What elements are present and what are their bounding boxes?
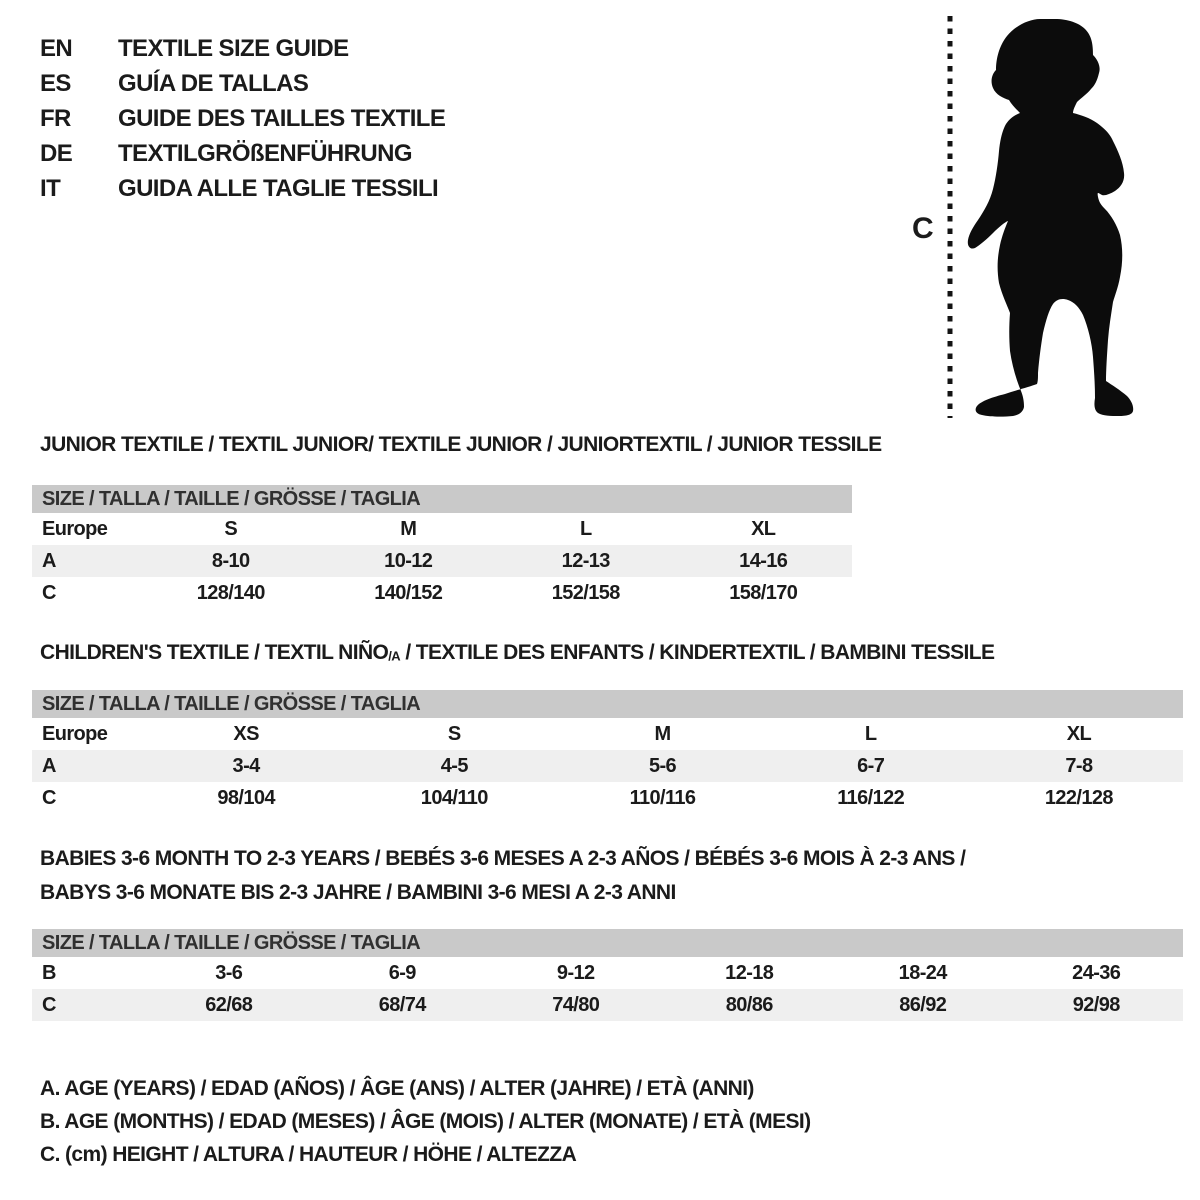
- guide-title: GUIDE DES TAILLES TEXTILE: [118, 105, 446, 132]
- table-cell: 14-16: [739, 550, 788, 572]
- table-cell: 6-7: [857, 755, 885, 777]
- table-cell: XS: [233, 723, 259, 745]
- lang-code: FR: [40, 105, 71, 132]
- lang-code: ES: [40, 70, 71, 97]
- table-cell: S: [224, 518, 238, 540]
- table-cell: 5-6: [648, 755, 677, 777]
- table-cell: 3-6: [215, 962, 243, 984]
- table-row: [32, 545, 852, 577]
- table-cell: 68/74: [378, 994, 426, 1016]
- table-cell: 86/92: [899, 994, 947, 1016]
- table-cell: 10-12: [384, 550, 433, 572]
- table-cell: 4-5: [440, 755, 468, 777]
- junior-section-heading: JUNIOR TEXTILE / TEXTIL JUNIOR/ TEXTILE JUNIOR / JUNIORTEXTIL / JUNIOR TESSILE: [40, 433, 882, 456]
- height-measure-dashed-line-icon: [946, 16, 954, 418]
- table-cell: 62/68: [205, 994, 253, 1016]
- children-section-heading: [40, 641, 994, 665]
- table-cell: 92/98: [1072, 994, 1120, 1016]
- row-label: C: [42, 582, 56, 604]
- table-cell: M: [400, 518, 417, 540]
- table-cell: 12-18: [725, 962, 774, 984]
- table-row: [32, 750, 1183, 782]
- title-row-en: [40, 31, 445, 66]
- guide-title: TEXTILE SIZE GUIDE: [118, 35, 349, 62]
- row-label: A: [42, 550, 56, 572]
- lang-code: DE: [40, 140, 73, 167]
- babies-size-table: [32, 929, 1183, 1021]
- table-cell: 74/80: [552, 994, 600, 1016]
- table-cell: 158/170: [729, 582, 798, 604]
- table-row: [32, 782, 1183, 814]
- legend-line-age-months: B. AGE (MONTHS) / EDAD (MESES) / ÂGE (MOIS) / ALTER (MONATE) / ETÀ (MESI): [40, 1110, 811, 1133]
- heading-text: CHILDREN'S TEXTILE / TEXTIL NIÑO: [40, 641, 389, 664]
- row-label: C: [42, 994, 56, 1016]
- title-row-fr: [40, 101, 445, 136]
- junior-size-table: [32, 485, 852, 609]
- guide-title: GUIDA ALLE TAGLIE TESSILI: [118, 175, 439, 202]
- size-header-band: SIZE / TALLA / TAILLE / GRÖSSE / TAGLIA: [32, 929, 1183, 957]
- toddler-silhouette-icon: [965, 15, 1145, 420]
- heading-subscript: /A: [388, 648, 401, 664]
- guide-title: TEXTILGRÖßENFÜHRUNG: [118, 140, 412, 167]
- table-cell: 104/110: [420, 787, 488, 809]
- table-cell: 140/152: [374, 582, 443, 604]
- table-cell: 8-10: [211, 550, 250, 572]
- size-header-band: SIZE / TALLA / TAILLE / GRÖSSE / TAGLIA: [32, 485, 852, 513]
- lang-code: EN: [40, 35, 73, 62]
- table-cell: 152/158: [551, 582, 620, 604]
- title-row-es: [40, 66, 445, 101]
- table-cell: 3-4: [232, 755, 260, 777]
- table-cell: 6-9: [388, 962, 416, 984]
- table-row: [32, 989, 1183, 1021]
- table-cell: 80/86: [725, 994, 773, 1016]
- row-label: B: [42, 962, 56, 984]
- table-row: [32, 718, 1183, 750]
- babies-section-heading-line1: BABIES 3-6 MONTH TO 2-3 YEARS / BEBÉS 3-6 MESES A 2-3 AÑOS / BÉBÉS 3-6 MOIS À 2-3 ANS /: [40, 847, 966, 870]
- table-cell: 7-8: [1065, 755, 1093, 777]
- legend-line-height-cm: C. (cm) HEIGHT / ALTURA / HAUTEUR / HÖHE / ALTEZZA: [40, 1143, 577, 1166]
- table-cell: 98/104: [217, 787, 275, 809]
- lang-code: IT: [40, 175, 61, 202]
- table-cell: XL: [1066, 723, 1092, 745]
- table-cell: M: [654, 723, 671, 745]
- row-label: Europe: [42, 723, 108, 745]
- table-row: [32, 577, 852, 609]
- height-measure-label: C: [912, 212, 934, 245]
- row-label: Europe: [42, 518, 108, 540]
- table-cell: 110/116: [629, 787, 696, 809]
- row-label: A: [42, 755, 56, 777]
- table-cell: L: [579, 518, 592, 540]
- table-cell: 122/128: [1044, 787, 1113, 809]
- row-label: C: [42, 787, 56, 809]
- size-header-band: SIZE / TALLA / TAILLE / GRÖSSE / TAGLIA: [32, 690, 1183, 718]
- children-size-table: [32, 690, 1183, 814]
- heading-text: / TEXTILE DES ENFANTS / KINDERTEXTIL / BAMBINI TESSILE: [400, 641, 995, 664]
- table-row: [32, 513, 852, 545]
- title-row-de: [40, 136, 445, 171]
- title-row-it: [40, 171, 445, 206]
- table-cell: 24-36: [1072, 962, 1121, 984]
- table-cell: S: [447, 723, 461, 745]
- legend-line-age-years: A. AGE (YEARS) / EDAD (AÑOS) / ÂGE (ANS) / ALTER (JAHRE) / ETÀ (ANNI): [40, 1077, 754, 1100]
- table-cell: 18-24: [898, 962, 947, 984]
- guide-title: GUÍA DE TALLAS: [118, 70, 309, 97]
- legend: [40, 1072, 811, 1171]
- language-title-list: [40, 31, 445, 206]
- table-cell: L: [864, 723, 877, 745]
- table-cell: XL: [751, 518, 776, 540]
- babies-section-heading-line2: BABYS 3-6 MONATE BIS 2-3 JAHRE / BAMBINI 3-6 MESI A 2-3 ANNI: [40, 881, 676, 904]
- table-cell: 12-13: [561, 550, 610, 572]
- table-cell: 116/122: [837, 787, 905, 809]
- table-cell: 128/140: [196, 582, 265, 604]
- table-row: [32, 957, 1183, 989]
- table-cell: 9-12: [556, 962, 595, 984]
